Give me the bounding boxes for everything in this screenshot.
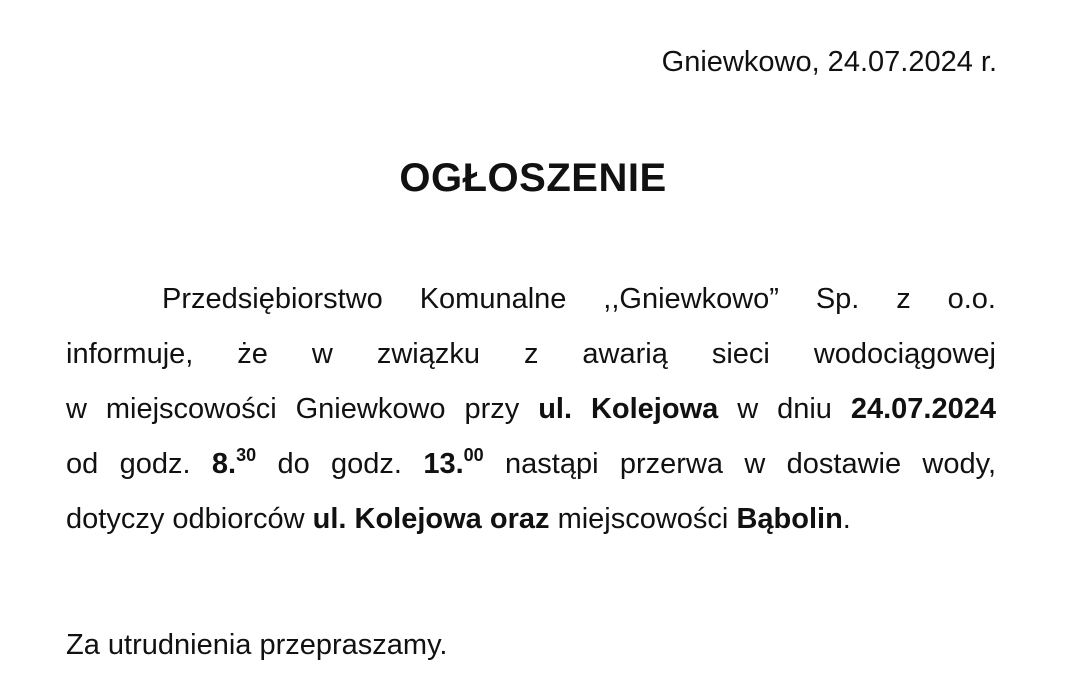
street-name: ul. Kolejowa bbox=[538, 393, 719, 425]
text-fragment: w miejscowości Gniewkowo przy bbox=[66, 393, 520, 425]
start-minutes: 30 bbox=[236, 445, 257, 465]
sentence-end: . bbox=[842, 503, 851, 535]
outage-date: 24.07.2024 bbox=[850, 393, 996, 425]
body-line-1: Przedsiębiorstwo Komunalne ,,Gniewkowo” Sp. z o.o. bbox=[162, 283, 996, 315]
closing-apology: Za utrudnienia przepraszamy. bbox=[66, 629, 448, 661]
end-hour: 13. bbox=[423, 448, 464, 480]
body-line-4 bbox=[66, 443, 996, 498]
start-time bbox=[211, 445, 257, 480]
text-fragment: do godz. bbox=[277, 448, 402, 480]
affected-village: Bąbolin bbox=[736, 503, 843, 535]
text-fragment: nastąpi przerwa w dostawie wody, bbox=[505, 448, 997, 480]
body-line-5 bbox=[66, 498, 996, 553]
end-time bbox=[423, 445, 484, 480]
text-fragment: od godz. bbox=[66, 448, 191, 480]
text-fragment: dotyczy odbiorców bbox=[66, 503, 305, 535]
place-and-date: Gniewkowo, 24.07.2024 r. bbox=[661, 46, 997, 78]
announcement-body bbox=[66, 278, 996, 553]
document-title: OGŁOSZENIE bbox=[399, 156, 667, 200]
text-fragment: w dniu bbox=[737, 393, 832, 425]
start-hour: 8. bbox=[211, 448, 237, 480]
text-fragment: miejscowości bbox=[557, 503, 729, 535]
body-line-2: informuje, że w związku z awarią sieci wodociągowej bbox=[66, 338, 996, 370]
body-line-3 bbox=[66, 388, 996, 443]
end-minutes: 00 bbox=[463, 445, 484, 465]
affected-street: ul. Kolejowa oraz bbox=[312, 503, 550, 535]
